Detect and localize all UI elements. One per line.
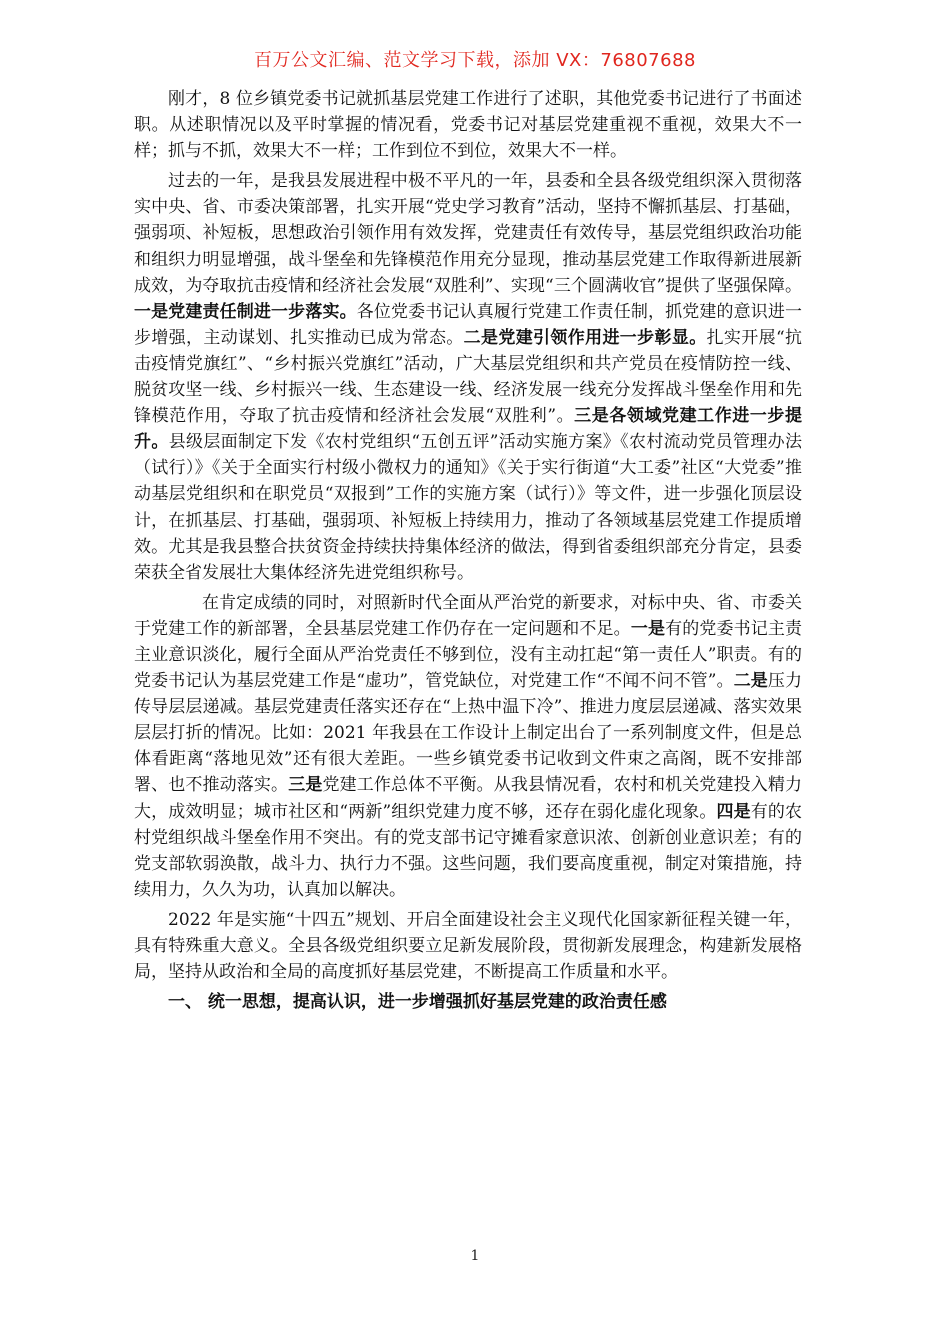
bold-point-two: 二是党建引领作用进一步彰显。 xyxy=(463,327,707,348)
bold-problem-two: 二是 xyxy=(733,671,768,692)
text-run: 刚才，8 位乡镇党委书记就抓基层党建工作进行了述职，其他党委书记进行了书面述职。从述职情况以及平时掌握的情况看，党委书记对基层党建重视不重视，效果大不一样；抓与不抓，效果大不一样；工作到位不到位，效果大不一样。 xyxy=(134,89,802,162)
text-run: 县级层面制定下发《农村党组织“五创五评”活动实施方案》《农村流动党员管理办法（试行）》《关于全面实行村级小微权力的通知》《关于实行街道“大工委”社区“大党委”推动基层党组织和在职党员“双报到”工作的实施方案（试行）》等文件，进一步强化顶层设计，在抓基层、打基础，强弱项、补短板上持续用力，推动了各领域基层党建工作提质增效。尤其是我县整合扶贫资金持续扶持集体经济的做法，得到省委组织部充分肯定，县委荣获全省发展壮大集体经济先进党组织称号。 xyxy=(134,432,803,583)
text-run: 党建工作总体不平衡。从我县情况看，农村和机关党建投入精力大，成效明显；城市社区和“两新”组织党建力度不够，还存在弱化虚化现象。 xyxy=(134,775,803,822)
text-run: 压力传导层层递减。基层党建责任落实还存在“上热中温下冷”、推进力度层层递减、落实效果层层打折的情况。比如：2021 年我县在工作设计上制定出台了一系列制度文件，但是总体看距离“落地见效”还有很大差距。一些乡镇党委书记收到文件束之高阁，既不安排部署、也不推动落实。 xyxy=(134,671,803,796)
text-run: 过去的一年，是我县发展进程中极不平凡的一年，县委和全县各级党组织深入贯彻落实中央、省、市委决策部署，扎实开展“党史学习教育”活动，坚持不懈抓基层、打基础，强弱项、补短板，思想政治引领作用有效发挥，党建责任有效传导，基层党组织政治功能和组织力明显增强，战斗堡垒和先锋模范作用充分显现，推动基层党建工作取得新进展新成效，为夺取抗击疫情和经济社会发展“双胜利”、实现“三个圆满收官”提供了坚强保障。 xyxy=(134,171,802,296)
text-run: 2022 年是实施“十四五”规划、开启全面建设社会主义现代化国家新征程关键一年，具有特殊重大意义。全县各级党组织要立足新发展阶段，贯彻新发展理念，构建新发展格局，坚持从政治和全局的高度抓好基层党建，不断提高工作质量和水平。 xyxy=(134,909,802,983)
paragraph-intro xyxy=(134,86,802,164)
text-run: 有的党委书记主责主业意识淡化，履行全面从严治党责任不够到位，没有主动扛起“第一责任人”职责。有的党委书记认为基层党建工作是“虚功”，管党缺位，对党建工作“不闻不问不管”。 xyxy=(134,618,803,692)
watermark-header: 百万公文汇编、范文学习下载，添加 VX：76807688 xyxy=(254,50,696,71)
document-body xyxy=(134,86,802,1015)
text-run: 有的农村党组织战斗堡垒作用不突出。有的党支部书记守摊看家意识浓、创新创业意识差；有的党支部软弱涣散，战斗力、执行力不强。这些问题，我们要高度重视，制定对策措施，持续用力，久久为功，认真加以解决。 xyxy=(134,801,803,900)
paragraph-achievements xyxy=(134,168,802,586)
bold-problem-four: 四是 xyxy=(716,801,751,822)
bold-point-one: 一是党建责任制进一步落实。 xyxy=(134,301,357,322)
bold-point-three: 三是各领域党建工作进一步提升。 xyxy=(134,406,802,453)
section-heading: 一、 统一思想，提高认识，进一步增强抓好基层党建的政治责任感 xyxy=(168,992,667,1013)
bold-problem-three: 三是 xyxy=(288,775,323,796)
bold-problem-one: 一是 xyxy=(630,618,666,639)
paragraph-problems xyxy=(134,590,802,903)
page-number: 1 xyxy=(470,1248,480,1264)
text-run: 在肯定成绩的同时，对照新时代全面从严治党的新要求，对标中央、省、市委关于党建工作的新部署，全县基层党建工作仍存在一定问题和不足。 xyxy=(134,592,802,639)
text-run: 扎实开展“抗击疫情党旗红”、“乡村振兴党旗红”活动，广大基层党组织和共产党员在疫情防控一线、脱贫攻坚一线、乡村振兴一线、生态建设一线、经济发展一线充分发挥战斗堡垒作用和先锋模范作用，夺取了抗击疫情和经济社会发展“双胜利”。 xyxy=(134,327,803,427)
paragraph-2022-outlook xyxy=(134,907,802,985)
text-run: 各位党委书记认真履行党建工作责任制，抓党建的意识进一步增强，主动谋划、扎实推动已成为常态。 xyxy=(134,301,803,348)
